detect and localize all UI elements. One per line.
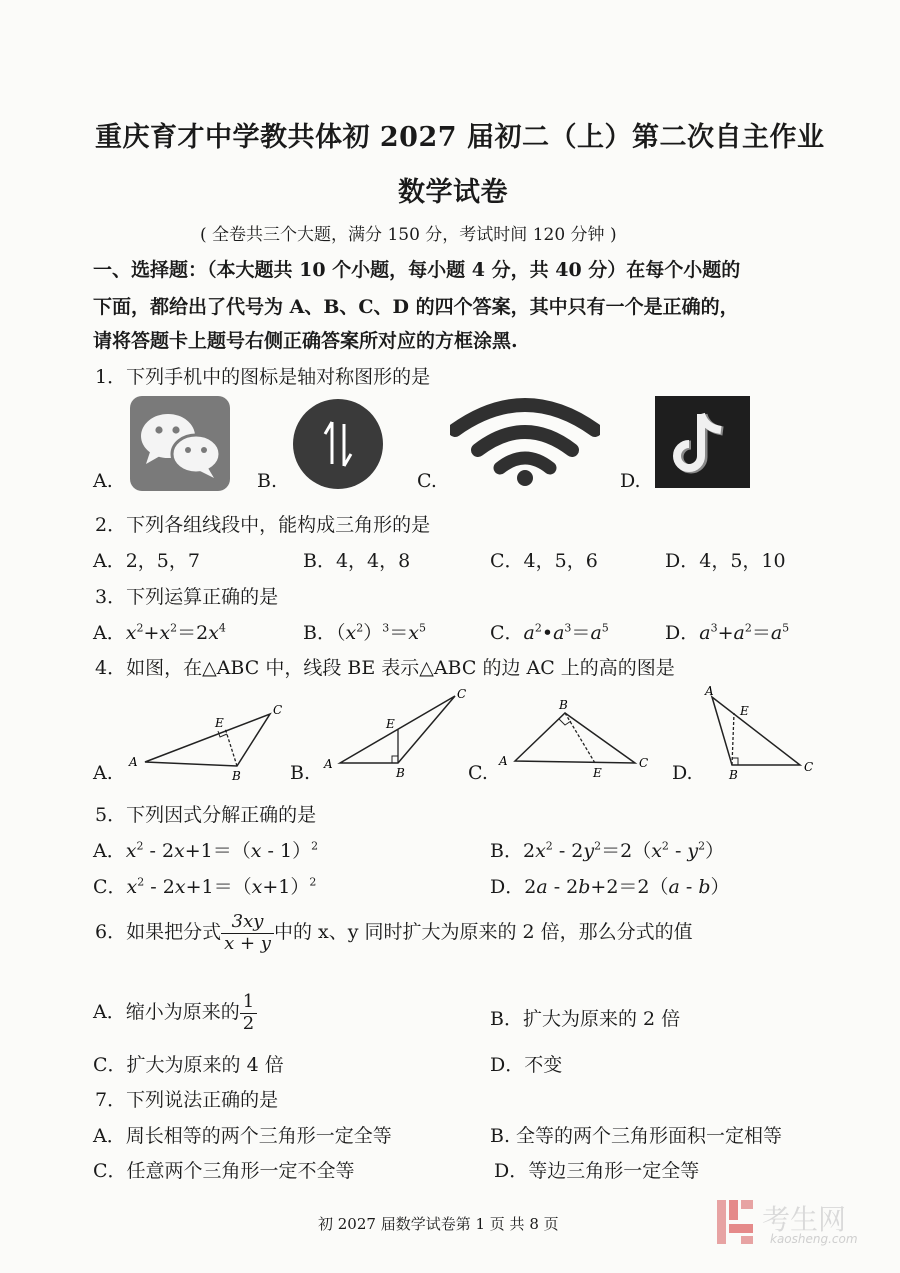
q5-option-d: D．2a - 2b+2＝2（a - b） <box>490 876 730 898</box>
q3-option-c: C．$a^2•a^3=a^5$ <box>490 621 609 644</box>
exam-note: ( 全卷共三个大题，满分 150 分，考试时间 120 分钟 ) <box>200 225 617 245</box>
label-b: B <box>396 766 405 780</box>
section1-line1: 一、选择题：（本大题共 10 个小题，每小题 4 分，共 40 分）在每个小题的 <box>93 259 741 281</box>
q4-figure-a <box>125 700 285 785</box>
label-b: B <box>559 698 568 712</box>
q4-figure-c <box>495 695 665 780</box>
label-e: E <box>593 766 602 780</box>
q6-option-a-text: A．缩小为原来的 <box>93 1001 240 1024</box>
tiktok-icon <box>655 396 750 488</box>
q1-stem: 1．下列手机中的图标是轴对称图形的是 <box>95 366 431 388</box>
exam-title: 重庆育才中学教共体初 2027 届初二（上）第二次自主作业 <box>95 122 825 153</box>
q4-option-a: A. <box>93 762 113 784</box>
q7-option-b: B. 全等的两个三角形面积一定相等 <box>490 1125 783 1147</box>
q2-option-c: C．4，5，6 <box>490 550 598 572</box>
q5-option-b: B．$2x^2 - 2y^2=2(x^2 - y^2)$ <box>490 839 725 862</box>
q3-option-a: A．$x^2+x^2=2x^4$ <box>93 621 226 644</box>
q4-option-d: D. <box>672 762 693 784</box>
q5-option-c: C．$x^2 - 2x+1=(x+1)^2$ <box>93 875 317 898</box>
q1-option-d: D. <box>620 470 641 492</box>
wifi-icon <box>450 398 600 488</box>
q6-fraction-den: x + y <box>224 932 271 954</box>
label-a: A <box>499 754 508 768</box>
q4-stem: 4．如图，在△ABC 中，线段 BE 表示△ABC 的边 AC 上的高的图是 <box>95 657 675 679</box>
q7-option-c: C．任意两个三角形一定不全等 <box>93 1160 355 1182</box>
q6-option-d: D．不变 <box>490 1054 563 1076</box>
q7-stem: 7．下列说法正确的是 <box>95 1089 279 1111</box>
label-c: C <box>639 756 649 770</box>
transfer-arrows-icon <box>292 398 384 490</box>
q6-stem-pre: 6．如果把分式 <box>95 921 222 944</box>
q4-option-b: B. <box>290 762 311 784</box>
label-a: A <box>705 684 714 698</box>
q6-option-b: B．扩大为原来的 2 倍 <box>490 1008 681 1030</box>
watermark-url: kaosheng.com <box>770 1232 858 1246</box>
label-e: E <box>215 716 224 730</box>
q6-stem-post: 中的 x、y 同时扩大为原来的 2 倍，那么分式的值 <box>273 921 693 944</box>
q3-stem: 3．下列运算正确的是 <box>95 586 279 608</box>
wechat-icon <box>130 396 230 491</box>
q1-option-c: C. <box>417 470 437 492</box>
q6-stem <box>95 912 693 954</box>
q4-figure-b <box>320 688 480 783</box>
label-b: B <box>729 768 738 782</box>
kaosheng-logo-icon <box>715 1196 757 1248</box>
label-b: B <box>232 769 241 783</box>
q7-option-a: A．周长相等的两个三角形一定全等 <box>93 1125 392 1147</box>
watermark-name: 考生网 <box>762 1203 847 1236</box>
q2-stem: 2．下列各组线段中，能构成三角形的是 <box>95 514 431 536</box>
label-a: A <box>324 757 333 771</box>
q3-option-b: B．$(x^2)^3=x^5$ <box>303 621 426 644</box>
q2-option-a: A．2，5，7 <box>93 550 200 572</box>
page-footer: 初 2027 届数学试卷第 1 页 共 8 页 <box>318 1215 559 1233</box>
q2-option-b: B．4，4，8 <box>303 550 411 572</box>
section1-line2: 下面，都给出了代号为 A、B、C、D 的四个答案，其中只有一个是正确的， <box>93 296 739 318</box>
label-e: E <box>740 704 749 718</box>
q6-option-a <box>93 992 257 1034</box>
label-e: E <box>386 717 395 731</box>
q1-option-b: B. <box>257 470 278 492</box>
q1-option-a: A. <box>93 470 113 492</box>
label-c: C <box>804 760 814 774</box>
q3-option-d: D．$a^3+a^2=a^5$ <box>665 621 790 644</box>
q4-figure-d <box>700 683 830 783</box>
exam-subtitle: 数学试卷 <box>398 177 508 208</box>
q7-option-d: D．等边三角形一定全等 <box>494 1160 700 1182</box>
q6-option-a-fraction <box>240 992 257 1034</box>
q6-half-den: 2 <box>242 1012 255 1034</box>
q6-fraction-num: 3xy <box>221 912 274 934</box>
q5-option-a: A．$x^2 - 2x+1=(x - 1)^2$ <box>93 839 319 862</box>
section1-line3: 请将答题卡上题号右侧正确答案所对应的方框涂黑. <box>93 330 518 352</box>
label-c: C <box>273 703 283 717</box>
label-c: C <box>457 688 467 701</box>
label-a: A <box>129 755 138 769</box>
q6-option-c: C．扩大为原来的 4 倍 <box>93 1054 284 1076</box>
q2-option-d: D．4，5，10 <box>665 550 786 572</box>
q6-fraction <box>221 912 274 954</box>
q5-stem: 5．下列因式分解正确的是 <box>95 804 317 826</box>
q4-option-c: C. <box>468 762 488 784</box>
q6-half-num: 1 <box>240 992 257 1014</box>
